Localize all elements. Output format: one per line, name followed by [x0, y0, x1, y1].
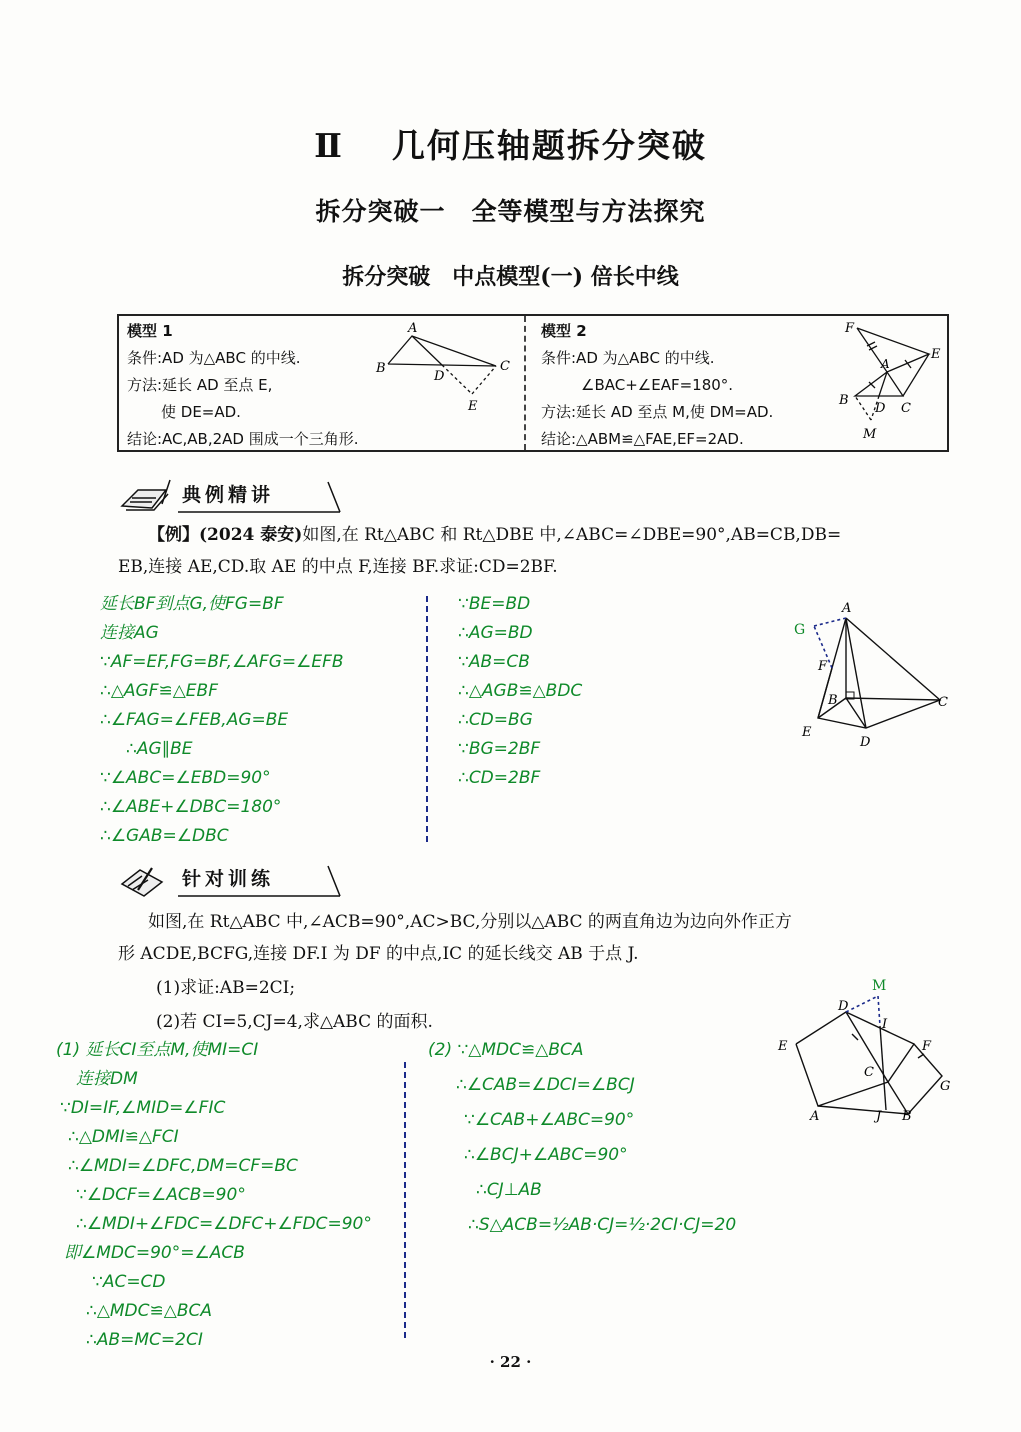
- example-point-A: A: [842, 601, 852, 616]
- roman-numeral: Ⅱ: [314, 126, 344, 165]
- model2-point-C: C: [901, 401, 911, 416]
- solution-line: ∴∠ABE+∠DBC=180°: [100, 797, 282, 817]
- solution-line: ∴CD=BG: [458, 710, 533, 730]
- solution-line: ∴∠CAB=∠DCI=∠BCJ: [456, 1075, 635, 1095]
- exercise-question-2: (2)若 CI=5,CJ=4,求△ABC 的面积.: [156, 1012, 433, 1032]
- exercise-point-A: A: [810, 1109, 820, 1124]
- exercise-point-J: J: [876, 1109, 882, 1124]
- solution-line: ∴AG=BD: [458, 623, 533, 643]
- solution-line: ∴∠GAB=∠DBC: [100, 826, 229, 846]
- solution-line: ∵AF=EF,FG=BF,∠AFG=∠EFB: [100, 652, 344, 672]
- model2-line: 方法:延长 AD 至点 M,使 DM=AD.: [541, 403, 774, 421]
- example-point-B: B: [828, 693, 838, 708]
- exercise-point-G: G: [940, 1079, 951, 1094]
- main-title-text: 几何压轴题拆分突破: [391, 126, 707, 165]
- model1-heading: 模型 1: [127, 322, 173, 340]
- example-diagram: [780, 598, 960, 758]
- exercise-point-E: E: [778, 1039, 788, 1054]
- model2-point-E: E: [931, 347, 941, 362]
- model2-point-A: A: [881, 357, 890, 371]
- subtitle-left: 拆分突破一: [315, 197, 446, 226]
- example-text-2: EB,连接 AE,CD.取 AE 的中点 F,连接 BF.求证:CD=2BF.: [118, 557, 558, 577]
- model1-line: 条件:AD 为△ABC 的中线.: [127, 349, 301, 367]
- solution-line: ∴△AGF≌△EBF: [100, 681, 218, 701]
- example-tag: 【例】: [148, 525, 199, 545]
- model1-line: 结论:AC,AB,2AD 围成一个三角形.: [127, 430, 359, 448]
- topic-right: 中点模型(一) 倍长中线: [452, 264, 679, 290]
- solution-line: ∴∠BCJ+∠ABC=90°: [464, 1145, 628, 1165]
- model2-line: ∠BAC+∠EAF=180°.: [581, 376, 734, 394]
- main-title: [0, 120, 1021, 167]
- exercise-question-1: (1)求证:AB=2CI;: [156, 978, 296, 998]
- solution-line: (2) ∵△MDC≌△BCA: [428, 1040, 584, 1060]
- subtitle-right: 全等模型与方法探究: [471, 197, 706, 226]
- example-problem: [118, 519, 953, 583]
- solution-line: ∴∠FAG=∠FEB,AG=BE: [100, 710, 289, 730]
- solution-line: ∵DI=IF,∠MID=∠FIC: [60, 1098, 226, 1118]
- model1-point-A: A: [408, 321, 418, 336]
- solution-line: ∴△DMI≌△FCI: [68, 1127, 179, 1147]
- solution1-left: [100, 590, 344, 851]
- solution-line: ∴S△ACB=½AB·CJ=½·2CI·CJ=20: [468, 1215, 737, 1235]
- topic-title: [0, 260, 1021, 291]
- model2-text: [541, 318, 773, 453]
- exercise-diagram: [772, 974, 962, 1124]
- solution2-left: [56, 1036, 372, 1355]
- model-divider: [524, 316, 526, 450]
- example-point-F: F: [818, 659, 828, 674]
- model1-point-B: B: [376, 361, 386, 376]
- solution-line: 即∠MDC=90°=∠ACB: [64, 1243, 245, 1263]
- exercise-point-C: C: [864, 1065, 874, 1080]
- exercise-text-2: 形 ACDE,BCFG,连接 DF.I 为 DF 的中点,IC 的延长线交 AB 于点 J.: [118, 944, 639, 964]
- example-point-D: D: [860, 735, 871, 750]
- exercise-point-M: M: [872, 978, 887, 994]
- exercise-point-B: B: [902, 1109, 912, 1124]
- model2-point-D: D: [875, 401, 886, 416]
- model2-diagram: [831, 318, 949, 450]
- model2-line: 条件:AD 为△ABC 的中线.: [541, 349, 715, 367]
- exercise-text-1: 如图,在 Rt△ABC 中,∠ACB=90°,AC>BC,分别以△ABC 的两直角边为边向外作正方: [148, 912, 792, 932]
- model1-point-C: C: [500, 359, 510, 374]
- model1-text: [127, 318, 359, 453]
- section-header-practice: [118, 860, 348, 900]
- solution-line: ∵BE=BD: [458, 594, 531, 614]
- solution1-divider: [426, 596, 428, 842]
- example-point-C: C: [938, 695, 948, 710]
- model-box: [117, 314, 949, 452]
- example-point-G: G: [794, 622, 806, 638]
- exercise-point-D: D: [838, 999, 849, 1014]
- exercise-point-F: F: [922, 1039, 932, 1054]
- section-header-examples: [118, 476, 348, 516]
- solution-line: ∵BG=2BF: [458, 739, 541, 759]
- solution-line: ∵AB=CB: [458, 652, 530, 672]
- solution1-right: [458, 590, 582, 793]
- model1-line: 方法:延长 AD 至点 E,: [127, 376, 273, 394]
- model1-point-D: D: [434, 369, 445, 384]
- solution-line: ∴△MDC≌△BCA: [86, 1301, 212, 1321]
- topic-left: 拆分突破: [342, 264, 431, 290]
- solution-line: ∴AB=MC=2CI: [86, 1330, 203, 1350]
- model2-point-M: M: [863, 427, 877, 442]
- solution-line: 连接DM: [76, 1069, 138, 1089]
- solution2-right: [428, 1036, 736, 1240]
- solution-line: ∴AG∥BE: [126, 739, 193, 759]
- example-point-E: E: [802, 725, 812, 740]
- subtitle: [0, 192, 1021, 228]
- solution-line: 连接AG: [100, 623, 159, 643]
- model1-line: 使 DE=AD.: [161, 403, 241, 421]
- solution-line: 延长BF到点G,使FG=BF: [100, 594, 284, 614]
- example-text-1: 如图,在 Rt△ABC 和 Rt△DBE 中,∠ABC=∠DBE=90°,AB=CB,DB=: [302, 525, 842, 545]
- solution-line: (1) 延长CI至点M,使MI=CI: [56, 1040, 259, 1060]
- section-label-practice: 针对训练: [182, 868, 275, 890]
- solution-line: ∴∠MDI+∠FDC=∠DFC+∠FDC=90°: [76, 1214, 372, 1234]
- section-label-examples: 典例精讲: [182, 484, 275, 506]
- solution-line: ∴CD=2BF: [458, 768, 541, 788]
- example-source: (2024 泰安): [199, 525, 303, 545]
- solution-line: ∵AC=CD: [92, 1272, 166, 1292]
- solution-line: ∴CJ⊥AB: [476, 1180, 542, 1200]
- model2-heading: 模型 2: [541, 322, 587, 340]
- solution2-divider: [404, 1062, 406, 1338]
- model1-diagram: [374, 320, 514, 414]
- solution-line: ∵∠DCF=∠ACB=90°: [76, 1185, 246, 1205]
- solution-line: ∴∠MDI=∠DFC,DM=CF=BC: [68, 1156, 298, 1176]
- model2-point-B: B: [839, 393, 849, 408]
- solution-line: ∵∠CAB+∠ABC=90°: [464, 1110, 635, 1130]
- model1-point-E: E: [468, 399, 478, 414]
- page-number: · 22 ·: [489, 1353, 532, 1371]
- solution-line: ∴△AGB≌△BDC: [458, 681, 583, 701]
- exercise-point-I: I: [882, 1017, 888, 1032]
- model2-point-F: F: [845, 321, 855, 336]
- solution-line: ∵∠ABC=∠EBD=90°: [100, 768, 271, 788]
- model2-line: 结论:△ABM≌△FAE,EF=2AD.: [541, 430, 744, 448]
